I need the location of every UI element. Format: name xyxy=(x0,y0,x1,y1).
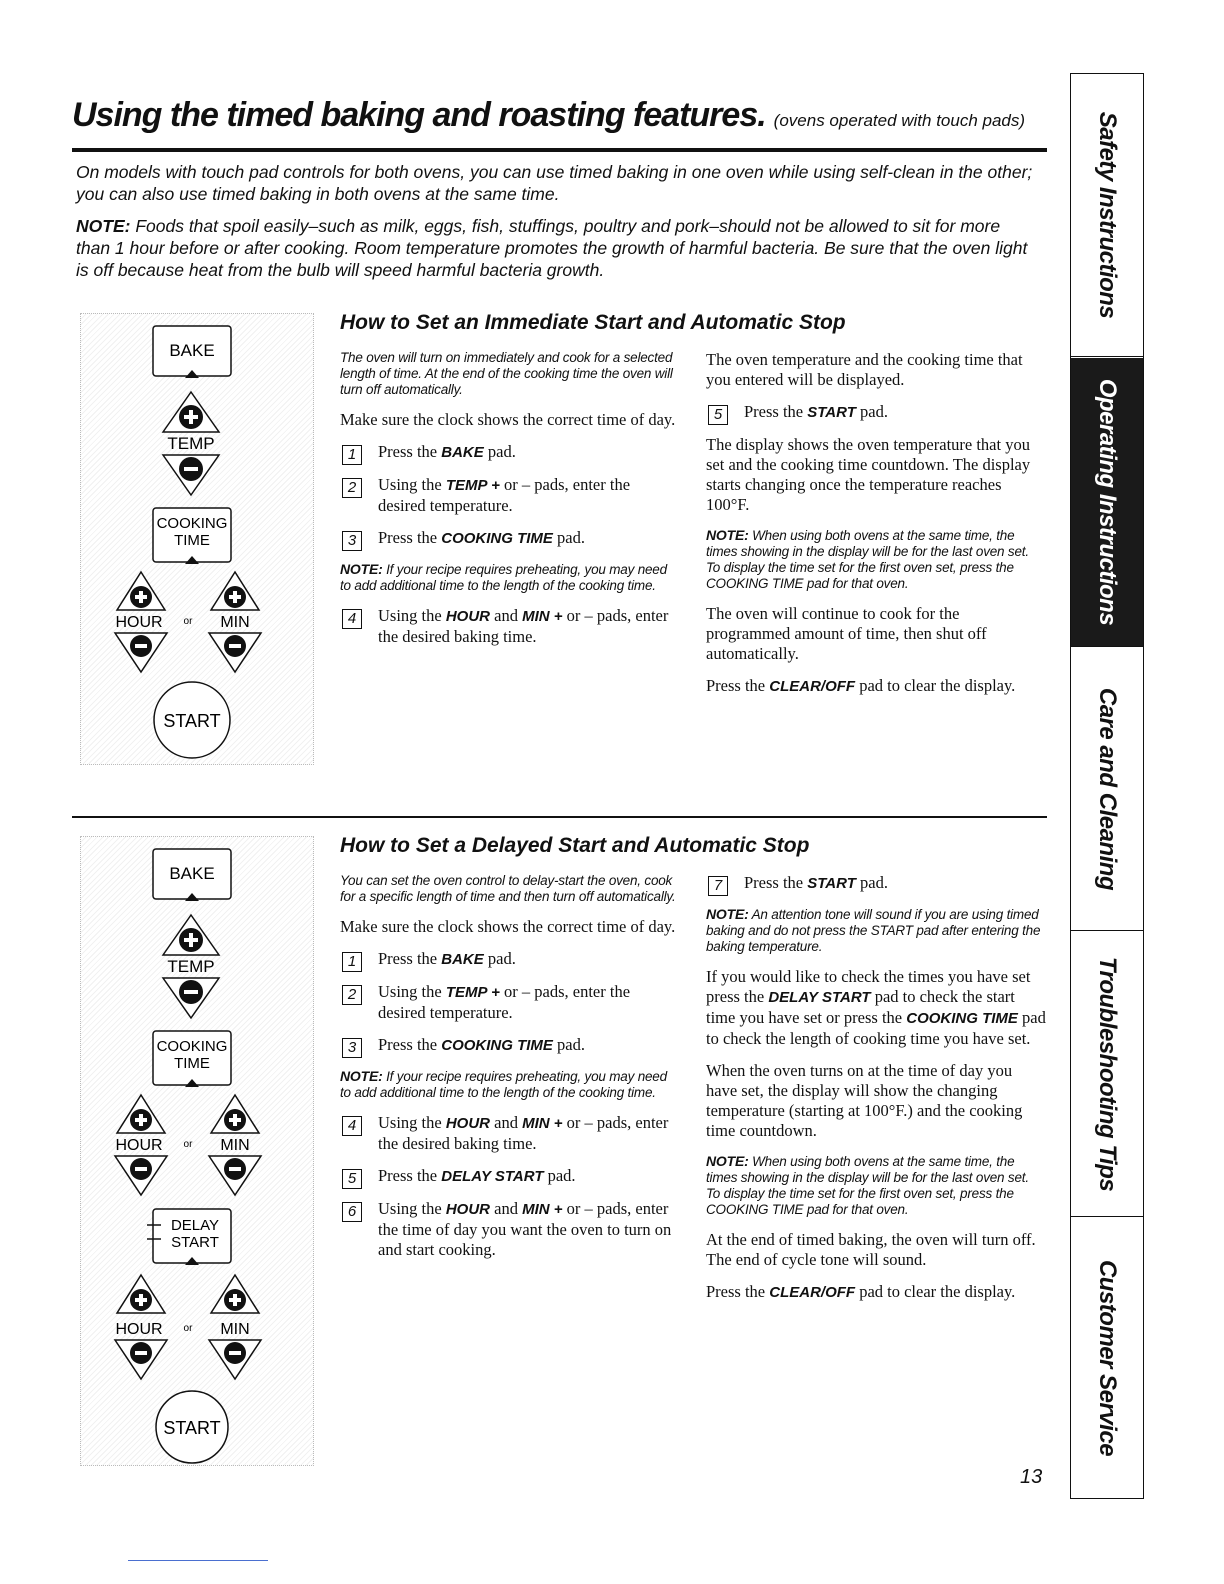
cooking-time-pad xyxy=(153,508,231,564)
section-title-delayed: How to Set a Delayed Start and Automatic Stop xyxy=(340,834,810,857)
time-pad-label: TIME xyxy=(174,1055,210,1072)
start-pad xyxy=(154,682,230,758)
step-number: 3 xyxy=(342,1038,362,1058)
step-number: 4 xyxy=(342,1116,362,1136)
page-title-sub: (ovens operated with touch pads) xyxy=(773,111,1026,130)
touch-pads-diagram xyxy=(81,314,313,764)
step-number: 1 xyxy=(342,952,362,972)
delay-start-pad xyxy=(147,1209,231,1265)
section1-step-2: 2 Using the TEMP + or – pads, enter the desired temperature. xyxy=(340,475,678,516)
section2-clear-text: Press the CLEAR/OFF pad to clear the display. xyxy=(706,1282,1016,1301)
tab-safety-instructions[interactable]: Safety Instructions xyxy=(1071,74,1143,357)
or-label: or xyxy=(183,1139,193,1150)
section2-step-7: 7 Press the START pad. xyxy=(706,873,1046,894)
touch-pads-diagram xyxy=(81,837,313,1465)
tab-customer-service[interactable]: Customer Service xyxy=(1094,1259,1121,1457)
hour-pad-label: HOUR xyxy=(115,614,163,631)
min-pad-label: MIN xyxy=(220,1137,250,1154)
hour-pad-label: HOUR xyxy=(115,1137,163,1154)
section2-left-column xyxy=(340,873,678,1272)
temp-pad-label: TEMP xyxy=(167,957,215,976)
step-number: 7 xyxy=(708,876,728,896)
section1-right-column xyxy=(706,350,1046,709)
intro xyxy=(76,161,1036,291)
intro-note-label: NOTE: xyxy=(76,216,131,236)
tab-troubleshooting-tips[interactable]: Troubleshooting Tips xyxy=(1071,932,1143,1217)
section1-countdown-text: The display shows the oven temperature that you set and the cooking time countdown. The display starts changing once the temperature reaches 100°F. xyxy=(706,435,1031,514)
section2-note-2: NOTE: An attention tone will sound if you are using timed baking and do not press the START pad after entering the baking temperature. xyxy=(706,906,1041,954)
section1-step-4: 4 Using the HOUR and MIN + or – pads, enter the desired baking time. xyxy=(340,606,678,647)
or-label: or xyxy=(183,616,193,627)
hour-pad xyxy=(115,572,167,672)
delay-start-pad-label: START xyxy=(171,1234,219,1251)
start-pad-label: START xyxy=(163,711,221,731)
bake-pad-label: BAKE xyxy=(169,341,215,360)
step-number: 5 xyxy=(342,1169,362,1189)
hour-pad xyxy=(115,1095,167,1195)
cooking-pad-label: COOKING xyxy=(156,1038,228,1055)
page-title-main: Using the timed baking and roasting features. xyxy=(72,96,766,134)
section2-step-4: 4 Using the HOUR and MIN + or – pads, enter the desired baking time. xyxy=(340,1113,678,1154)
start-pad xyxy=(156,1391,228,1463)
tab-care-and-cleaning[interactable]: Care and Cleaning xyxy=(1071,648,1143,931)
page-number: 13 xyxy=(1020,1466,1043,1488)
section-title-immediate: How to Set an Immediate Start and Automatic Stop xyxy=(340,311,846,334)
intro-note-text: Foods that spoil easily–such as milk, eggs, fish, stuffings, poultry and pork–should not be allowed to sit for more than 1 hour before or after cooking. Room temperature promotes the growth of harmful bacteria. Be sure that the oven light is off because heat from the bulb will speed harmful bacteria growth. xyxy=(76,216,1028,280)
section1-lead: The oven will turn on immediately and cook for a selected length of time. At the end of the cooking time the oven will turn off automatically. xyxy=(340,350,673,397)
control-panel-delayed xyxy=(80,836,314,1466)
step-number: 2 xyxy=(342,478,362,498)
min-pad xyxy=(209,1275,261,1379)
cooking-pad-label: COOKING xyxy=(156,515,228,532)
step-number: 4 xyxy=(342,609,362,629)
intro-paragraph: On models with touch pad controls for both ovens, you can use timed baking in one oven while using self-clean in the other; you can also use timed baking in both ovens at the same time. xyxy=(76,162,1033,204)
section1-display-text: The oven temperature and the cooking time that you entered will be displayed. xyxy=(706,350,1023,389)
min-pad-label: MIN xyxy=(220,614,250,631)
section1-note-2: NOTE: When using both ovens at the same time, the times showing in the display will be for the last oven set. To display the time set for the first oven set, press the COOKING TIME pad for that oven. xyxy=(706,527,1029,591)
section1-continue-text: The oven will continue to cook for the programmed amount of time, then shut off automatically. xyxy=(706,604,987,663)
step-number: 1 xyxy=(342,445,362,465)
min-pad xyxy=(209,1095,261,1195)
step-number: 3 xyxy=(342,531,362,551)
section1-step-3: 3 Press the COOKING TIME pad. xyxy=(340,528,678,549)
bake-pad xyxy=(153,849,231,901)
temp-pad xyxy=(163,915,219,1018)
bake-pad xyxy=(153,326,231,378)
section2-step-5: 5 Press the DELAY START pad. xyxy=(340,1166,678,1187)
section1-clear-text: Press the CLEAR/OFF pad to clear the display. xyxy=(706,676,1016,695)
section1-step-1: 1 Press the BAKE pad. xyxy=(340,442,678,463)
intro-note xyxy=(76,215,1036,281)
hour-pad xyxy=(115,1275,167,1379)
section2-check-text: If you would like to check the times you have set press the DELAY START pad to check the start time you have set or press the COOKING TIME pad to check the length of cooking time you have set. xyxy=(706,967,1046,1048)
section2-note-3: NOTE: When using both ovens at the same time, the times showing in the display will be for the last oven set. To display the time set for the first oven set, press the COOKING TIME pad for that oven. xyxy=(706,1153,1029,1217)
section-divider xyxy=(72,816,1047,818)
hour-pad-label: HOUR xyxy=(115,1321,163,1338)
section2-right-column xyxy=(706,873,1046,1315)
section2-step-6: 6 Using the HOUR and MIN + or – pads, enter the time of day you want the oven to turn on and start cooking. xyxy=(340,1199,678,1260)
page-title xyxy=(72,96,1025,135)
section2-note-1: NOTE: If your recipe requires preheating, you may need to add additional time to the length of the cooking time. xyxy=(340,1068,667,1100)
section2-lead: You can set the oven control to delay-start the oven, cook for a specific length of time and then turn off automatically. xyxy=(340,873,676,904)
section2-step-3: 3 Press the COOKING TIME pad. xyxy=(340,1035,678,1056)
tab-operating-instructions[interactable]: Operating Instructions xyxy=(1071,358,1143,647)
time-pad-label: TIME xyxy=(174,532,210,549)
cooking-time-pad xyxy=(153,1031,231,1087)
step-number: 2 xyxy=(342,985,362,1005)
section2-clock-text: Make sure the clock shows the correct time of day. xyxy=(340,917,676,936)
section-tabs xyxy=(1070,73,1144,1499)
step-number: 6 xyxy=(342,1202,362,1222)
step-number: 5 xyxy=(708,405,728,425)
section1-step-5: 5 Press the START pad. xyxy=(706,402,1046,423)
section1-left-column xyxy=(340,350,678,659)
control-panel-immediate xyxy=(80,313,314,765)
delay-pad-label: DELAY xyxy=(170,1217,220,1234)
title-rule xyxy=(72,148,1047,152)
start-pad-label: START xyxy=(163,1418,221,1438)
or-label: or xyxy=(183,1323,193,1334)
temp-pad-label: TEMP xyxy=(167,434,215,453)
bake-pad-label: BAKE xyxy=(169,864,215,883)
section1-clock-text: Make sure the clock shows the correct time of day. xyxy=(340,410,676,429)
section2-step-1: 1 Press the BAKE pad. xyxy=(340,949,678,970)
section2-turns-on-text: When the oven turns on at the time of day you have set, the display will show the changing temperature (starting at 100°F.) and the cooking time countdown. xyxy=(706,1061,1023,1140)
min-pad xyxy=(209,572,261,672)
section1-note-1: NOTE: If your recipe requires preheating, you may need to add additional time to the length of the cooking time. xyxy=(340,561,667,593)
footer-line xyxy=(128,1560,268,1561)
temp-pad xyxy=(163,392,219,495)
section2-step-2: 2 Using the TEMP + or – pads, enter the desired temperature. xyxy=(340,982,678,1023)
min-pad-label: MIN xyxy=(220,1321,250,1338)
section2-end-text: At the end of timed baking, the oven will turn off. The end of cycle tone will sound. xyxy=(706,1230,1036,1269)
